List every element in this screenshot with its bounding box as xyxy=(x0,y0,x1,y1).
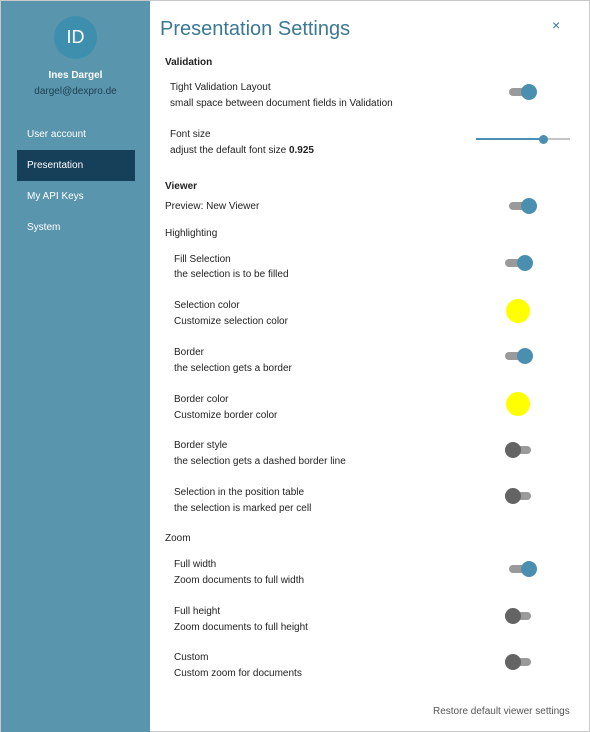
position-table-title: Selection in the position table xyxy=(174,487,305,498)
selection-color-title: Selection color xyxy=(174,300,240,311)
full-height-title: Full height xyxy=(174,606,221,617)
viewer-heading: Viewer xyxy=(165,181,198,192)
position-table-toggle[interactable] xyxy=(505,488,533,504)
toggle-thumb xyxy=(505,488,521,504)
preview-toggle[interactable] xyxy=(509,198,537,214)
font-size-value: 0.925 xyxy=(288,145,314,156)
restore-defaults-button[interactable]: Restore default viewer settings xyxy=(433,706,570,717)
border-color-title: Border color xyxy=(174,394,229,405)
settings-panel xyxy=(150,1,590,732)
slider-fill xyxy=(476,138,544,140)
sidebar-item-system[interactable]: System xyxy=(27,222,61,233)
sidebar xyxy=(1,1,150,732)
sidebar-item-my-api-keys[interactable]: My API Keys xyxy=(27,191,84,202)
fill-selection-title: Fill Selection xyxy=(174,254,231,265)
full-width-toggle[interactable] xyxy=(509,561,537,577)
full-width-desc: Zoom documents to full width xyxy=(174,575,305,586)
sidebar-item-user-account[interactable]: User account xyxy=(27,129,86,140)
highlighting-heading: Highlighting xyxy=(165,228,218,239)
border-style-title: Border style xyxy=(174,440,228,451)
tight-layout-title: Tight Validation Layout xyxy=(170,82,271,93)
toggle-thumb xyxy=(505,442,521,458)
close-icon[interactable]: × xyxy=(552,17,561,33)
zoom-heading: Zoom xyxy=(165,533,191,544)
selection-color-desc: Customize selection color xyxy=(174,316,288,327)
toggle-thumb xyxy=(505,608,521,624)
sidebar-item-presentation[interactable]: Presentation xyxy=(17,150,135,181)
border-style-desc: the selection gets a dashed border line xyxy=(174,456,346,467)
custom-zoom-toggle[interactable] xyxy=(505,654,533,670)
border-color-swatch[interactable] xyxy=(506,392,530,416)
user-email: dargel@dexpro.de xyxy=(34,86,117,97)
avatar: ID xyxy=(54,16,97,59)
tight-layout-toggle[interactable] xyxy=(509,84,537,100)
toggle-thumb xyxy=(517,348,533,364)
tight-layout-desc: small space between document fields in Validation xyxy=(170,98,393,109)
toggle-thumb xyxy=(517,255,533,271)
selection-color-swatch[interactable] xyxy=(506,299,530,323)
slider-knob[interactable] xyxy=(539,135,548,144)
custom-zoom-desc: Custom zoom for documents xyxy=(174,668,302,679)
toggle-thumb xyxy=(521,84,537,100)
font-size-desc xyxy=(170,145,314,156)
user-name: Ines Dargel xyxy=(48,70,103,81)
toggle-thumb xyxy=(505,654,521,670)
position-table-desc: the selection is marked per cell xyxy=(174,503,312,514)
border-toggle[interactable] xyxy=(505,348,533,364)
sidebar-nav xyxy=(17,119,135,243)
font-size-desc-text: adjust the default font size xyxy=(170,145,289,156)
fill-selection-desc: the selection is to be filled xyxy=(174,269,289,280)
border-style-toggle[interactable] xyxy=(505,442,533,458)
toggle-thumb xyxy=(521,198,537,214)
font-size-title: Font size xyxy=(170,129,211,140)
font-size-slider[interactable] xyxy=(476,133,570,145)
page-title: Presentation Settings xyxy=(160,18,351,40)
toggle-thumb xyxy=(521,561,537,577)
custom-zoom-title: Custom xyxy=(174,652,209,663)
preview-label: Preview: New Viewer xyxy=(165,201,260,212)
border-desc: the selection gets a border xyxy=(174,363,292,374)
fill-selection-toggle[interactable] xyxy=(505,255,533,271)
border-color-desc: Customize border color xyxy=(174,410,278,421)
full-height-desc: Zoom documents to full height xyxy=(174,622,308,633)
border-title: Border xyxy=(174,347,205,358)
validation-heading: Validation xyxy=(165,57,213,68)
full-height-toggle[interactable] xyxy=(505,608,533,624)
full-width-title: Full width xyxy=(174,559,217,570)
